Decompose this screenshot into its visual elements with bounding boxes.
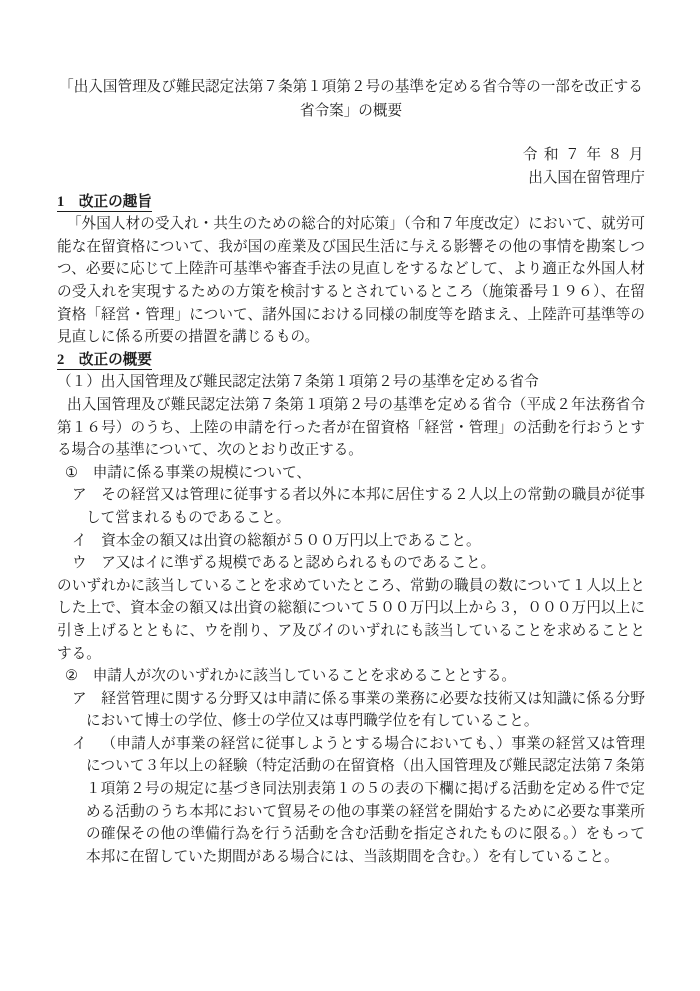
item-1-label: ①: [65, 464, 79, 481]
item-2-sub-a-text: 経営管理に関する分野又は申請に係る事業の業務に必要な技術又は知識に係る分野において博士の学位、修士の学位又は専門職学位を有していること。: [86, 690, 645, 730]
item-1-sub-a: [57, 484, 645, 529]
item-2: [57, 665, 645, 688]
item-1-sub-a-text: その経営又は管理に従事する者以外に本邦に居住する２人以上の常勤の職員が従事して営まれるものであること。: [86, 487, 645, 526]
item-1-sub-a-label: ア: [72, 487, 87, 504]
item-1-sub-b-label: イ: [72, 532, 87, 549]
item-2-sub-b-text: （申請人が事業の経営に従事しようとする場合においても、）事業の経営又は管理について３年以上の経験（特定活動の在留資格（出入国管理及び難民認定法第７条第１項第２号の規定に基づき同法別表第１の５の表の下欄に掲げる活動を定める件で定める活動のうち本邦において貿易その他の事業の経営を開始するために必要な事業所の確保その他の準備行為を行う活動を含む活動を指定されたものに限る。）をもって本邦に在留していた期間がある場合には、当該期間を含む。）を有していること。: [86, 735, 645, 865]
section-2-heading: [57, 349, 645, 372]
item-2-sub-b-label: イ: [72, 735, 87, 752]
item-1-sub-b-text: 資本金の額又は出資の総額が５００万円以上であること。: [101, 532, 481, 549]
item-1-sub-c-text: ア又はイに準ずる規模であると認められるものであること。: [101, 555, 496, 572]
item-2-sub-b: [57, 733, 645, 869]
item-1: [57, 462, 645, 485]
item-1-sub-c-label: ウ: [72, 555, 87, 572]
section-1-body: 「外国人材の受入れ・共生のための総合的対応策」（令和７年度改定）において、就労可能な在留資格について、我が国の産業及び国民生活に与える影響その他の事情を勘案しつつ、必要に応じて上陸許可基準や審査手法の見直しをするなどして、より適正な外国人材の受入れを実現するための方策を検討するとされているところ（施策番号１９６）、在留資格「経営・管理」について、諸外国における同様の制度等を踏まえ、上陸許可基準等の見直しに係る所要の措置を講じるもの。: [57, 216, 645, 346]
section-1-heading-text: 1 改正の趣旨: [57, 193, 152, 210]
item-2-label: ②: [65, 668, 79, 685]
issuing-agency: 出入国在留管理庁: [528, 170, 645, 187]
issue-date: 令 和 ７ 年 ８ 月: [522, 146, 645, 163]
document-title: [57, 76, 645, 124]
title-spacer: [57, 124, 645, 144]
item-2-sub-a: [57, 688, 645, 733]
title-line-1: 「出入国管理及び難民認定法第７条第１項第２号の基準を定める省令等の一部を改正する: [59, 79, 643, 95]
section-2-heading-text: 2 改正の概要: [57, 351, 152, 368]
subsection-1-heading: （１）出入国管理及び難民認定法第７条第１項第２号の基準を定める省令: [57, 374, 539, 391]
item-1-sub-c: [57, 552, 645, 575]
document-body: [57, 191, 645, 869]
title-line-2: 省令案」の概要: [299, 102, 403, 119]
item-1-sub-b: [57, 530, 645, 553]
item-1-continuation: のいずれかに該当していることを求めていたところ、常勤の職員の数について１人以上とした上で、資本金の額又は出資の総額について５００万円以上から３，０００万円以上に引き上げるとともに、ウを削り、ア及びイのいずれにも該当していることを求めることとする。: [57, 577, 645, 662]
section-1-heading: [57, 191, 645, 214]
item-2-sub-a-label: ア: [72, 690, 87, 707]
item-1-text: 申請に係る事業の規模について、: [92, 464, 312, 481]
subsection-1-intro: 出入国管理及び難民認定法第７条第１項第２号の基準を定める省令（平成２年法務省令第１６号）のうち、上陸の申請を行った者が在留資格「経営・管理」の活動を行おうとする場合の基準について、次のとおり改正する。: [57, 396, 645, 459]
item-2-text: 申請人が次のいずれかに該当していることを求めることとする。: [92, 668, 516, 685]
